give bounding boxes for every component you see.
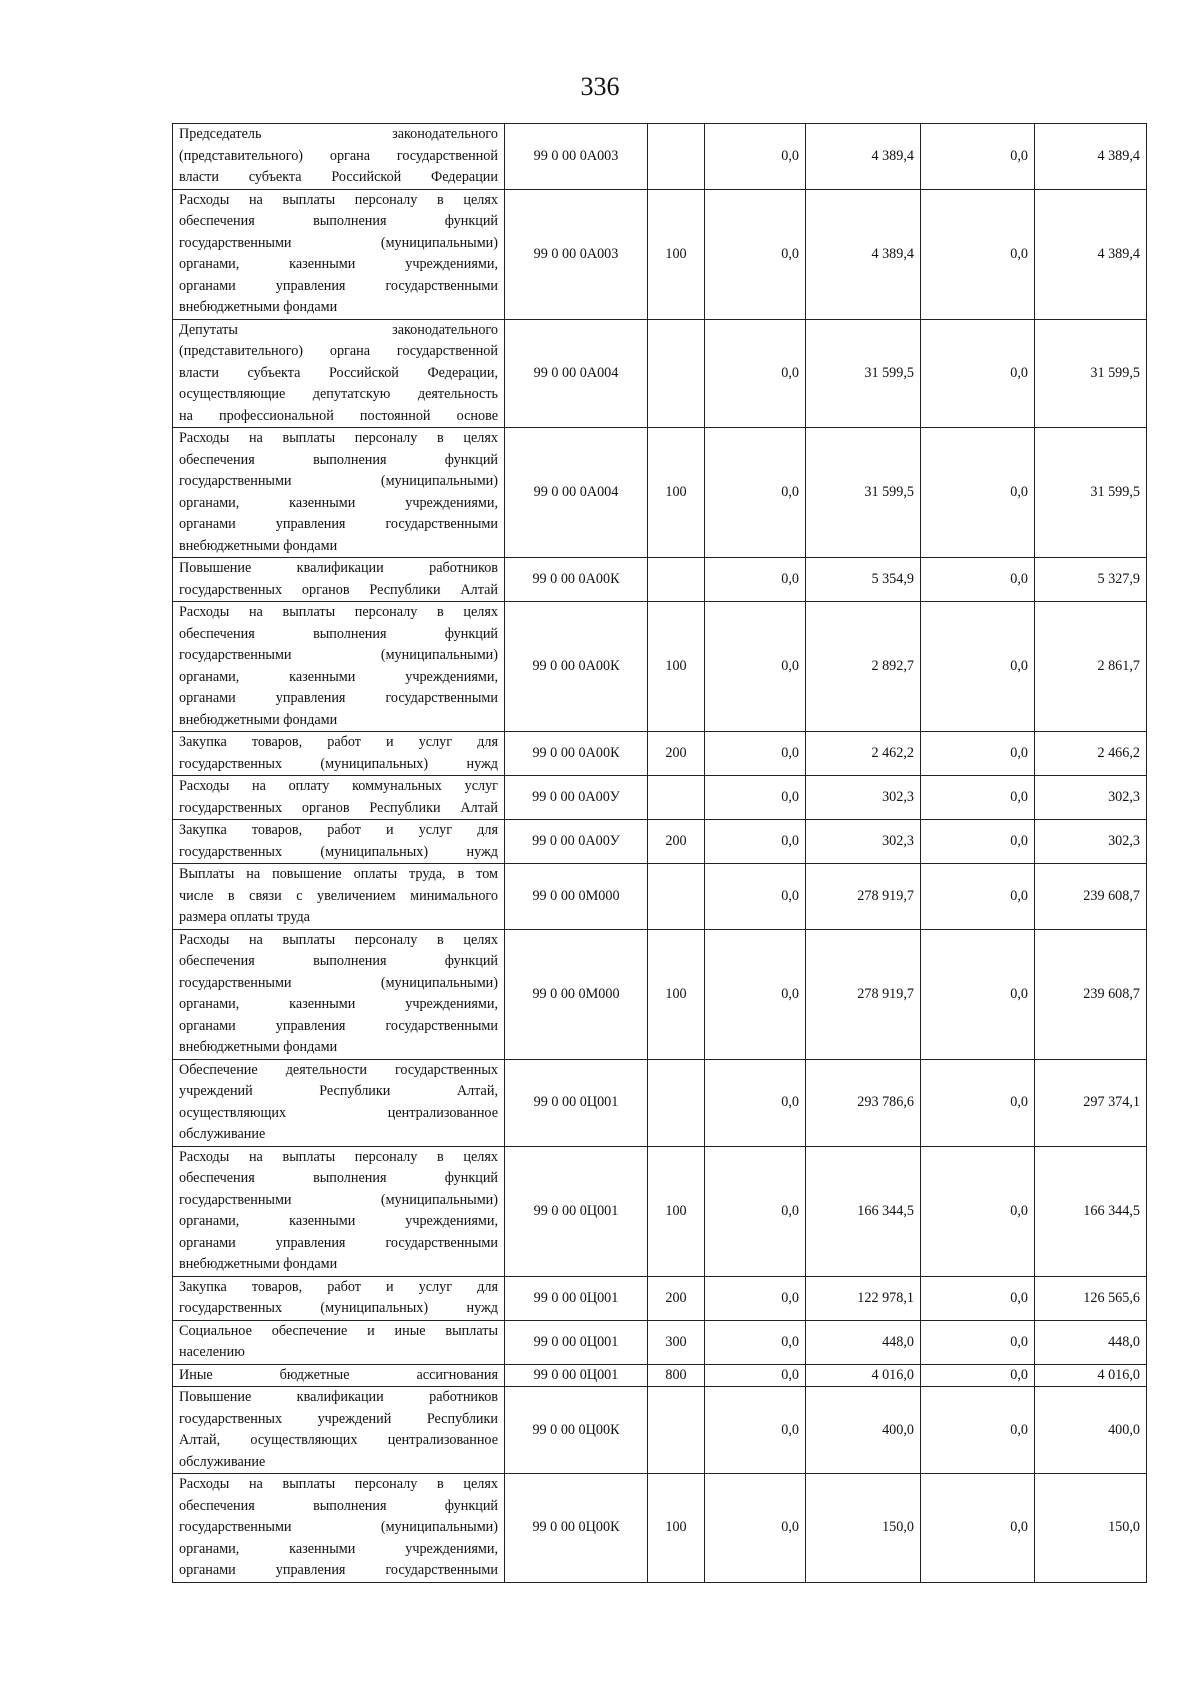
row-value-4: 239 608,7	[1035, 864, 1147, 930]
row-value-2: 448,0	[806, 1320, 921, 1364]
table-row	[173, 1474, 1147, 1583]
description-line: государственных органов Республики Алтай	[179, 799, 498, 816]
row-value-2: 400,0	[806, 1387, 921, 1474]
table-row	[173, 1276, 1147, 1320]
row-value-3: 0,0	[921, 428, 1035, 558]
description-line: государственными (муниципальными)	[179, 234, 498, 251]
row-value-2: 302,3	[806, 820, 921, 864]
row-value-1: 0,0	[705, 1276, 806, 1320]
row-description	[173, 929, 505, 1059]
description-line: Расходы на выплаты персоналу в целях	[179, 931, 498, 948]
row-code: 99 0 00 0А004	[505, 319, 648, 428]
row-description	[173, 864, 505, 930]
row-code: 99 0 00 0А00К	[505, 602, 648, 732]
row-description	[173, 776, 505, 820]
table-row	[173, 776, 1147, 820]
description-line: государственных (муниципальных) нужд	[179, 755, 498, 772]
row-expense-type: 200	[648, 732, 705, 776]
description-line: органами управления государственными	[179, 516, 498, 532]
row-expense-type	[648, 864, 705, 930]
row-description	[173, 1146, 505, 1276]
row-code: 99 0 00 0Ц00К	[505, 1474, 648, 1583]
description-line: населению	[179, 1344, 245, 1360]
table-row	[173, 189, 1147, 319]
row-value-4: 2 466,2	[1035, 732, 1147, 776]
description-line: государственными (муниципальными)	[179, 1191, 498, 1208]
row-value-1: 0,0	[705, 820, 806, 864]
row-expense-type: 100	[648, 189, 705, 319]
row-value-1: 0,0	[705, 1474, 806, 1583]
table-row	[173, 1387, 1147, 1474]
table-row	[173, 929, 1147, 1059]
row-value-2: 2 892,7	[806, 602, 921, 732]
row-expense-type: 200	[648, 820, 705, 864]
row-value-3: 0,0	[921, 1387, 1035, 1474]
row-code: 99 0 00 0Ц001	[505, 1320, 648, 1364]
row-value-4: 4 389,4	[1035, 189, 1147, 319]
row-value-4: 31 599,5	[1035, 428, 1147, 558]
row-code: 99 0 00 0Ц00К	[505, 1387, 648, 1474]
row-code: 99 0 00 0А00К	[505, 732, 648, 776]
table-row	[173, 1059, 1147, 1146]
description-line: внебюджетными фондами	[179, 1256, 338, 1272]
description-line: органами управления государственными	[179, 1234, 498, 1251]
row-expense-type	[648, 124, 705, 190]
row-value-1: 0,0	[705, 776, 806, 820]
table-row	[173, 558, 1147, 602]
table-row	[173, 820, 1147, 864]
description-line: обеспечения выполнения функций	[179, 625, 498, 642]
row-value-1: 0,0	[705, 558, 806, 602]
row-value-4: 239 608,7	[1035, 929, 1147, 1059]
description-line: Расходы на выплаты персоналу в целях	[179, 191, 498, 208]
table-row	[173, 864, 1147, 930]
row-value-4: 400,0	[1035, 1387, 1147, 1474]
row-value-2: 278 919,7	[806, 864, 921, 930]
description-line: обеспечения выполнения функций	[179, 1170, 498, 1186]
row-value-1: 0,0	[705, 1364, 806, 1387]
row-expense-type: 800	[648, 1364, 705, 1387]
description-line: Закупка товаров, работ и услуг для	[179, 1278, 498, 1295]
row-value-2: 122 978,1	[806, 1276, 921, 1320]
description-line: государственными (муниципальными)	[179, 1519, 498, 1535]
row-value-3: 0,0	[921, 929, 1035, 1059]
row-code: 99 0 00 0Ц001	[505, 1059, 648, 1146]
row-description	[173, 1276, 505, 1320]
row-description	[173, 1387, 505, 1474]
row-code: 99 0 00 0А004	[505, 428, 648, 558]
row-description	[173, 1364, 505, 1387]
row-value-3: 0,0	[921, 776, 1035, 820]
row-expense-type: 200	[648, 1276, 705, 1320]
description-line: Алтай, осуществляющих централизованное	[179, 1432, 498, 1448]
row-value-4: 31 599,5	[1035, 319, 1147, 428]
description-line: государственными (муниципальными)	[179, 647, 498, 663]
description-line: Депутаты законодательного	[179, 321, 498, 338]
table-body	[173, 124, 1147, 1583]
row-expense-type	[648, 1059, 705, 1146]
description-line: внебюджетными фондами	[179, 299, 338, 315]
row-value-1: 0,0	[705, 124, 806, 190]
row-code: 99 0 00 0А003	[505, 124, 648, 190]
row-value-1: 0,0	[705, 1387, 806, 1474]
description-line: обеспечения выполнения функций	[179, 451, 498, 468]
row-value-4: 150,0	[1035, 1474, 1147, 1583]
description-line: Расходы на выплаты персоналу в целях	[179, 1148, 498, 1165]
row-code: 99 0 00 0А00К	[505, 558, 648, 602]
row-description	[173, 124, 505, 190]
row-value-3: 0,0	[921, 1364, 1035, 1387]
description-line: органами, казенными учреждениями,	[179, 996, 498, 1012]
description-line: осуществляющие депутатскую деятельность	[179, 386, 498, 402]
row-description	[173, 1474, 505, 1583]
table-row	[173, 428, 1147, 558]
description-line: Обеспечение деятельности государственных	[179, 1061, 498, 1078]
description-line: Иные бюджетные ассигнования	[179, 1366, 498, 1383]
row-value-3: 0,0	[921, 1474, 1035, 1583]
row-expense-type: 100	[648, 1474, 705, 1583]
row-description	[173, 732, 505, 776]
row-value-3: 0,0	[921, 124, 1035, 190]
description-line: учреждений Республики Алтай,	[179, 1083, 498, 1099]
row-expense-type: 100	[648, 929, 705, 1059]
row-value-3: 0,0	[921, 864, 1035, 930]
description-line: государственными (муниципальными)	[179, 473, 498, 489]
row-value-1: 0,0	[705, 864, 806, 930]
row-value-2: 31 599,5	[806, 428, 921, 558]
table-row	[173, 732, 1147, 776]
row-description	[173, 319, 505, 428]
description-line: Повышение квалификации работников	[179, 1389, 498, 1405]
row-code: 99 0 00 0Ц001	[505, 1146, 648, 1276]
row-code: 99 0 00 0Ц001	[505, 1364, 648, 1387]
row-expense-type: 100	[648, 1146, 705, 1276]
description-line: внебюджетными фондами	[179, 711, 338, 728]
row-value-2: 4 389,4	[806, 189, 921, 319]
description-line: органами, казенными учреждениями,	[179, 256, 498, 272]
row-value-4: 302,3	[1035, 820, 1147, 864]
description-line: государственными (муниципальными)	[179, 974, 498, 991]
row-code: 99 0 00 0А003	[505, 189, 648, 319]
table-row	[173, 1320, 1147, 1364]
description-line: Расходы на выплаты персоналу в целях	[179, 1476, 498, 1492]
description-line: внебюджетными фондами	[179, 537, 338, 554]
row-value-4: 2 861,7	[1035, 602, 1147, 732]
description-line: на профессиональной постоянной основе	[179, 407, 498, 424]
description-line: государственных (муниципальных) нужд	[179, 843, 498, 860]
row-value-3: 0,0	[921, 732, 1035, 776]
description-line: обслуживание	[179, 1126, 266, 1142]
description-line: обеспечения выполнения функций	[179, 1497, 498, 1514]
row-value-3: 0,0	[921, 602, 1035, 732]
row-value-1: 0,0	[705, 189, 806, 319]
row-value-4: 302,3	[1035, 776, 1147, 820]
description-line: органами, казенными учреждениями,	[179, 494, 498, 511]
row-value-4: 4 016,0	[1035, 1364, 1147, 1387]
row-value-2: 278 919,7	[806, 929, 921, 1059]
row-value-2: 150,0	[806, 1474, 921, 1583]
row-value-1: 0,0	[705, 428, 806, 558]
row-value-2: 5 354,9	[806, 558, 921, 602]
table-row	[173, 602, 1147, 732]
description-line: Закупка товаров, работ и услуг для	[179, 822, 498, 838]
row-value-1: 0,0	[705, 1320, 806, 1364]
description-line: обеспечения выполнения функций	[179, 213, 498, 229]
row-value-3: 0,0	[921, 189, 1035, 319]
row-value-1: 0,0	[705, 1059, 806, 1146]
row-code: 99 0 00 0М000	[505, 864, 648, 930]
row-value-1: 0,0	[705, 929, 806, 1059]
description-line: (представительного) органа государственной	[179, 147, 498, 164]
row-expense-type	[648, 558, 705, 602]
row-description	[173, 428, 505, 558]
row-value-2: 31 599,5	[806, 319, 921, 428]
row-value-2: 4 389,4	[806, 124, 921, 190]
row-code: 99 0 00 0Ц001	[505, 1276, 648, 1320]
row-value-2: 293 786,6	[806, 1059, 921, 1146]
row-expense-type: 300	[648, 1320, 705, 1364]
row-code: 99 0 00 0М000	[505, 929, 648, 1059]
row-description	[173, 820, 505, 864]
description-line: государственных (муниципальных) нужд	[179, 1300, 498, 1316]
row-value-4: 5 327,9	[1035, 558, 1147, 602]
description-line: Председатель законодательного	[179, 126, 498, 142]
row-value-2: 302,3	[806, 776, 921, 820]
row-description	[173, 602, 505, 732]
table-row	[173, 124, 1147, 190]
row-value-2: 166 344,5	[806, 1146, 921, 1276]
description-line: Закупка товаров, работ и услуг для	[179, 734, 498, 750]
description-line: государственных учреждений Республики	[179, 1410, 498, 1427]
description-line: обслуживание	[179, 1453, 266, 1470]
row-value-3: 0,0	[921, 319, 1035, 428]
row-value-3: 0,0	[921, 1276, 1035, 1320]
row-code: 99 0 00 0А00У	[505, 820, 648, 864]
description-line: Социальное обеспечение и иные выплаты	[179, 1322, 498, 1339]
description-line: власти субъекта Российской Федерации,	[179, 364, 498, 381]
description-line: (представительного) органа государственной	[179, 343, 498, 359]
row-value-1: 0,0	[705, 319, 806, 428]
row-value-1: 0,0	[705, 602, 806, 732]
description-line: Расходы на выплаты персоналу в целях	[179, 604, 498, 620]
row-expense-type	[648, 776, 705, 820]
description-line: органами управления государственными	[179, 1562, 498, 1578]
row-value-4: 166 344,5	[1035, 1146, 1147, 1276]
description-line: государственных органов Республики Алтай	[179, 581, 498, 598]
description-line: числе в связи с увеличением минимального	[179, 887, 498, 904]
table-row	[173, 319, 1147, 428]
row-description	[173, 558, 505, 602]
description-line: Расходы на оплату коммунальных услуг	[179, 778, 498, 794]
row-value-3: 0,0	[921, 1146, 1035, 1276]
row-value-1: 0,0	[705, 732, 806, 776]
description-line: обеспечения выполнения функций	[179, 953, 498, 969]
description-line: Повышение квалификации работников	[179, 560, 498, 576]
table-row	[173, 1146, 1147, 1276]
row-expense-type	[648, 319, 705, 428]
description-line: Выплаты на повышение оплаты труда, в том	[179, 866, 498, 882]
description-line: осуществляющих централизованное	[179, 1104, 498, 1121]
description-line: размера оплаты труда	[179, 909, 310, 925]
row-expense-type: 100	[648, 428, 705, 558]
row-code: 99 0 00 0А00У	[505, 776, 648, 820]
row-value-3: 0,0	[921, 820, 1035, 864]
row-value-3: 0,0	[921, 558, 1035, 602]
row-value-2: 2 462,2	[806, 732, 921, 776]
row-description	[173, 1320, 505, 1364]
row-value-3: 0,0	[921, 1059, 1035, 1146]
budget-table	[172, 123, 1147, 1583]
description-line: органами управления государственными	[179, 277, 498, 294]
description-line: внебюджетными фондами	[179, 1039, 338, 1055]
row-value-3: 0,0	[921, 1320, 1035, 1364]
description-line: органами управления государственными	[179, 690, 498, 706]
description-line: органами управления государственными	[179, 1017, 498, 1034]
row-value-4: 297 374,1	[1035, 1059, 1147, 1146]
table-row	[173, 1364, 1147, 1387]
description-line: Расходы на выплаты персоналу в целях	[179, 430, 498, 446]
description-line: органами, казенными учреждениями,	[179, 668, 498, 685]
row-description	[173, 1059, 505, 1146]
row-value-2: 4 016,0	[806, 1364, 921, 1387]
row-value-1: 0,0	[705, 1146, 806, 1276]
row-value-4: 448,0	[1035, 1320, 1147, 1364]
description-line: органами, казенными учреждениями,	[179, 1213, 498, 1229]
row-description	[173, 189, 505, 319]
row-expense-type: 100	[648, 602, 705, 732]
row-value-4: 126 565,6	[1035, 1276, 1147, 1320]
description-line: власти субъекта Российской Федерации	[179, 169, 498, 185]
description-line: органами, казенными учреждениями,	[179, 1540, 498, 1557]
row-value-4: 4 389,4	[1035, 124, 1147, 190]
page-number: 336	[580, 72, 620, 101]
row-expense-type	[648, 1387, 705, 1474]
